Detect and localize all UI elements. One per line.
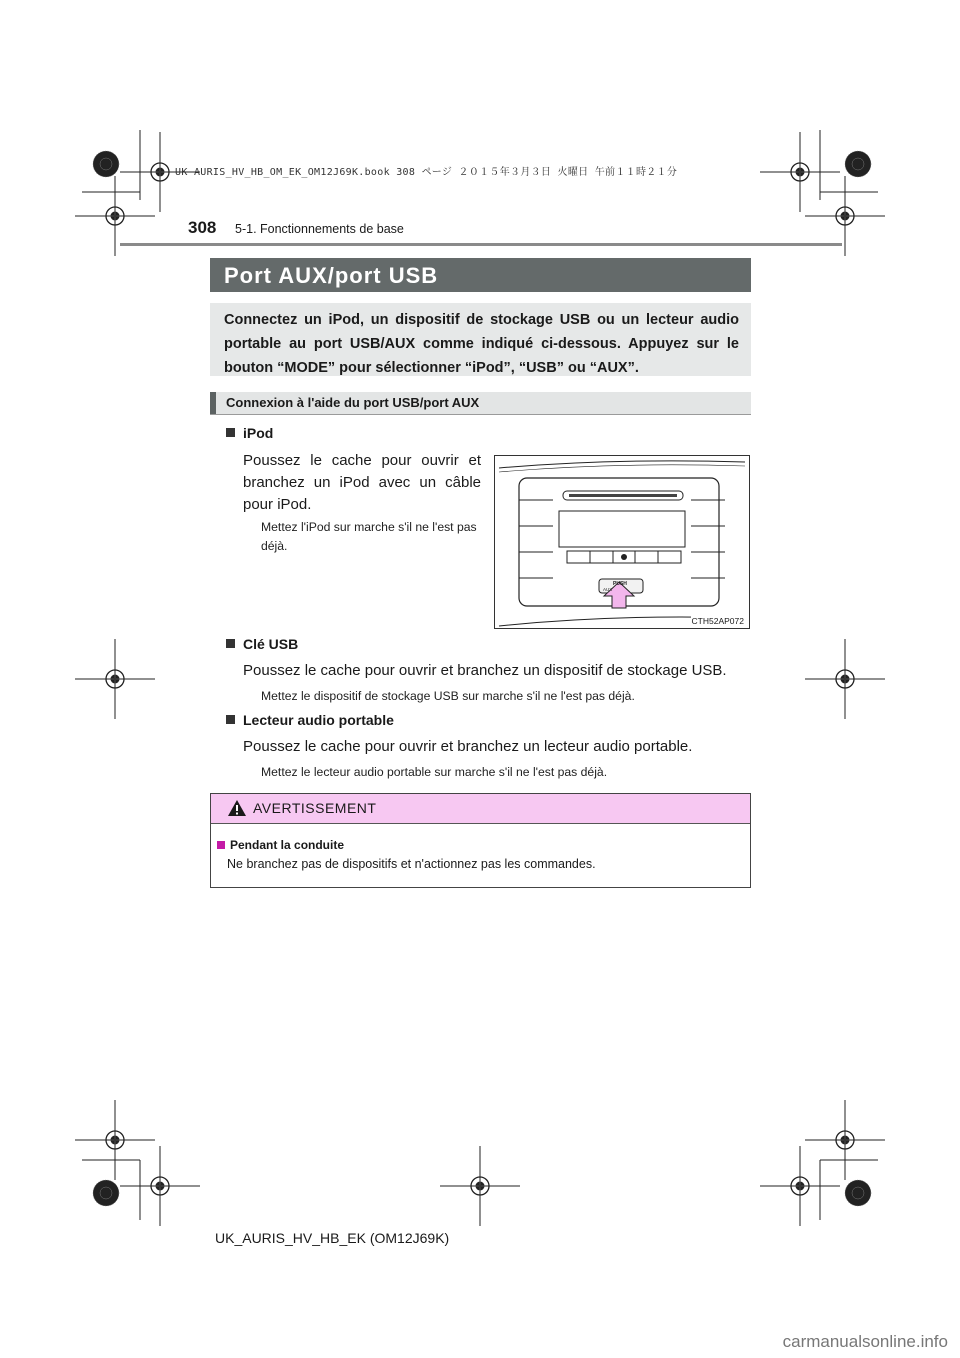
warning-triangle-icon — [227, 799, 247, 817]
print-info: UK AURIS_HV_HB_OM_EK_OM12J69K.book 308 ページ ２０１５年３月３日 火曜日 午前１１時２１分 — [175, 167, 678, 178]
section-title: 5-1. Fonctionnements de base — [235, 222, 404, 236]
page-title: Port AUX/port USB — [224, 263, 439, 288]
bullet-square-icon — [217, 841, 225, 849]
push-label: PUSH — [613, 581, 627, 587]
item-body-ipod: Poussez le cache pour ouvrir et branchez un iPod avec un câble pour iPod. — [243, 452, 481, 513]
watermark: carmanualsonline.info — [782, 1332, 948, 1351]
warning-box — [210, 793, 751, 888]
header-rule — [120, 243, 842, 246]
item-note-usb: Mettez le dispositif de stockage USB sur marche s'il ne l'est pas déjà. — [261, 689, 635, 703]
intro-text: Connectez un iPod, un dispositif de stockage USB ou un lecteur audio portable au port USB/AUX comme indiqué ci-dessous. Appuyez sur le bouton “MODE” pour sélectionner “iPod”, “USB” ou “AUX”. — [224, 312, 739, 376]
figure-code: CTH52AP072 — [691, 616, 744, 626]
item-note-audio-player: Mettez le lecteur audio portable sur marche s'il ne l'est pas déjà. — [261, 765, 608, 779]
warning-label: AVERTISSEMENT — [253, 800, 377, 816]
subheading: Connexion à l'aide du port USB/port AUX — [226, 395, 480, 410]
item-heading-usb: Clé USB — [226, 636, 298, 652]
footer-code: UK_AURIS_HV_HB_EK (OM12J69K) — [215, 1230, 450, 1246]
warning-body: Ne branchez pas de dispositifs et n'actionnez pas les commandes. — [227, 857, 596, 871]
usb-port-figure — [494, 455, 750, 629]
subheading-bar — [210, 392, 751, 415]
item-heading-audio-player: Lecteur audio portable — [226, 712, 394, 728]
aux-label: AUX — [603, 587, 613, 592]
item-note-ipod: Mettez l'iPod sur marche s'il ne l'est pas déjà. — [261, 520, 477, 553]
bullet-square-icon — [226, 428, 235, 437]
item-heading-ipod: iPod — [226, 425, 273, 441]
page-number: 308 — [188, 218, 217, 237]
warning-title: Pendant la conduite — [217, 838, 344, 852]
item-body-audio-player: Poussez le cache pour ouvrir et branchez un lecteur audio portable. — [243, 738, 693, 755]
bullet-square-icon — [226, 639, 235, 648]
audio-unit-drawing — [495, 456, 749, 628]
intro-box — [210, 303, 751, 376]
warning-header — [211, 794, 750, 824]
item-body-usb: Poussez le cache pour ouvrir et branchez un dispositif de stockage USB. — [243, 662, 727, 679]
subheading-rule — [210, 414, 751, 415]
title-bar — [210, 258, 751, 292]
bullet-square-icon — [226, 715, 235, 724]
